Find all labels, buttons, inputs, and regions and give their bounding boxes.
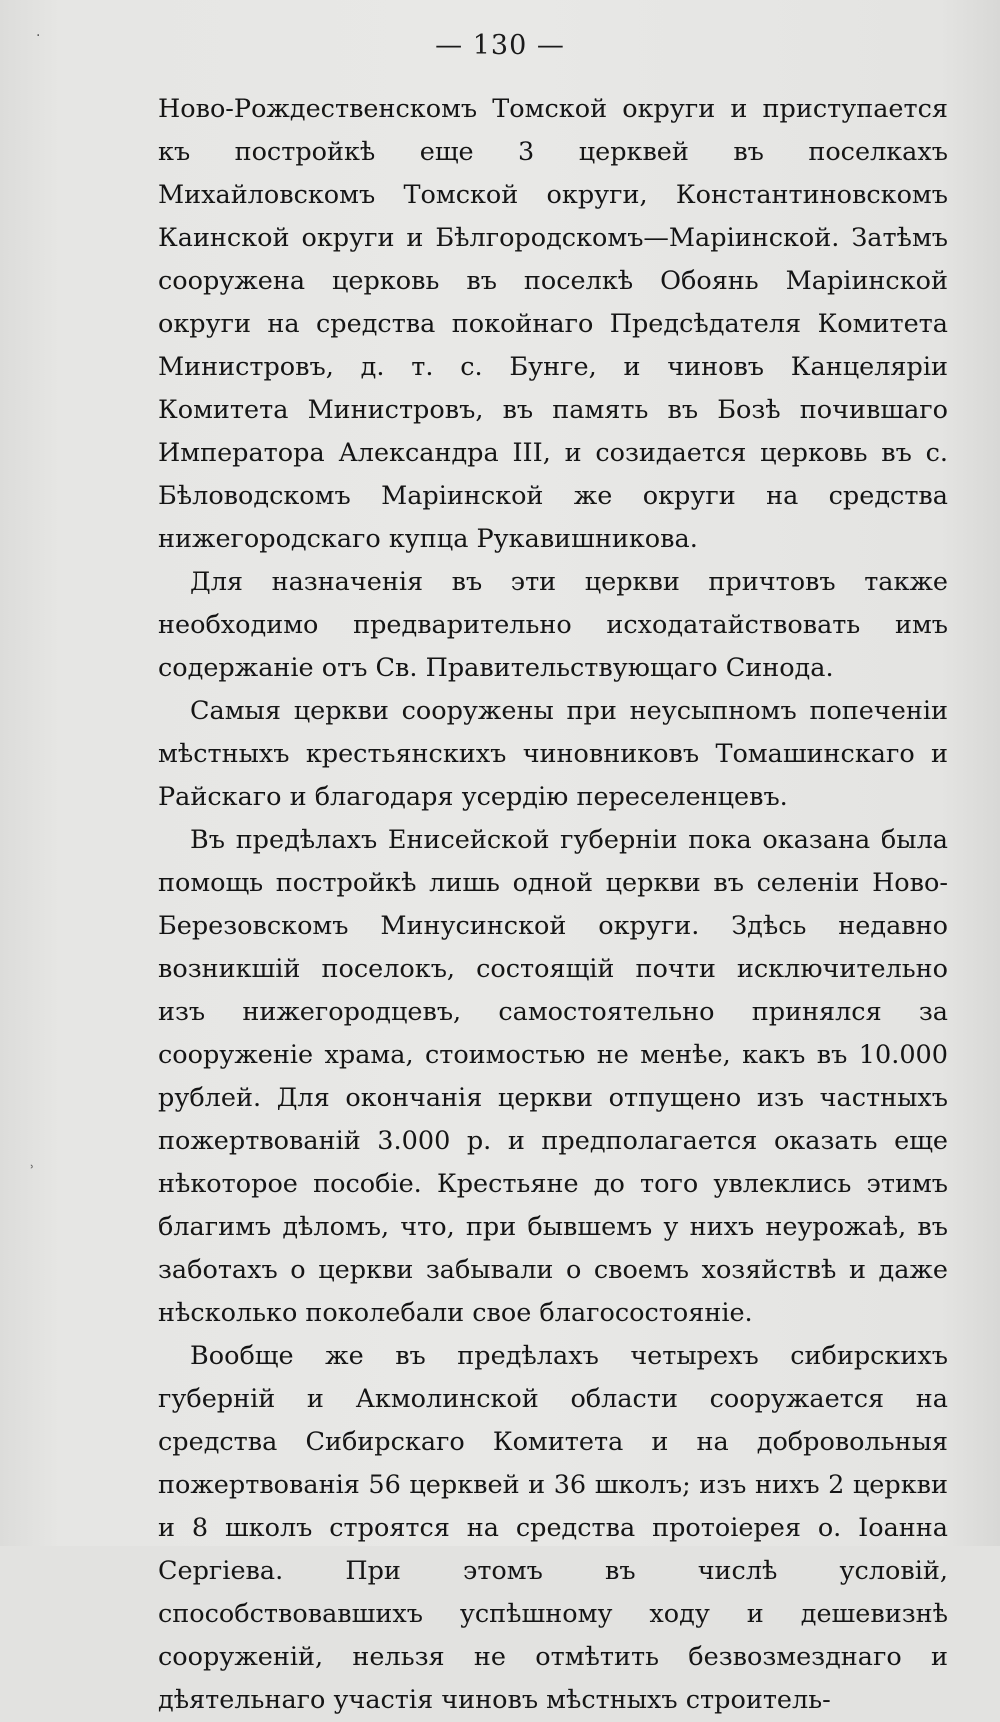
body-text: [158, 88, 948, 1722]
print-speck: ˒: [30, 1160, 35, 1176]
paragraph-3: Самыя церкви сооружены при неусыпномъ попеченіи мѣстныхъ крестьянскихъ чиновниковъ Томашинскаго и Райскаго и благодаря усердію переселенцевъ.: [158, 696, 948, 812]
paragraph-1: Ново-Рождественскомъ Томской округи и приступается къ постройкѣ еще 3 церквей въ поселкахъ Михайловскомъ Томской округи, Константиновскомъ Каинской округи и Бѣлгородскомъ—Маріинской. Затѣмъ сооружена церковь въ поселкѣ Обоянь Маріинской округи на средства покойнаго Предсѣдателя Комитета Министровъ, д. т. с. Бунге, и чиновъ Канцеляріи Комитета Министровъ, въ память въ Бозѣ почившаго Императора Александра III, и созидается церковь въ с. Бѣловодскомъ Маріинской же округи на средства нижегородскаго купца Рукавишникова.: [158, 94, 948, 554]
page-number: — 130 —: [435, 30, 565, 61]
paragraph-5: Вообще же въ предѣлахъ четырехъ сибирскихъ губерній и Акмолинской области сооружается на средства Сибирскаго Комитета и на добровольныя пожертвованія 56 церквей и 36 школъ; изъ нихъ 2 церкви и 8 школъ строятся на средства протоіерея о. Іоанна Сергіева. При этомъ въ числѣ условій, способствовавшихъ успѣшному ходу и дешевизнѣ сооруженій, нельзя не отмѣтить безвозмезднаго и дѣятельнаго участія чиновъ мѣстныхъ строитель-: [158, 1341, 948, 1715]
paragraph-2: Для назначенія въ эти церкви причтовъ также необходимо предварительно исходатайствовать имъ содержаніе отъ Св. Правительствующаго Синода.: [158, 567, 948, 683]
paragraph-4: Въ предѣлахъ Енисейской губерніи пока оказана была помощь постройкѣ лишь одной церкви въ селеніи Ново-Березовскомъ Минусинской округи. Здѣсь недавно возникшій поселокъ, состоящій почти исключительно изъ нижегородцевъ, самостоятельно принялся за сооруженіе храма, стоимостью не менѣе, какъ въ 10.000 рублей. Для окончанія церкви отпущено изъ частныхъ пожертвованій 3.000 р. и предполагается оказать еще нѣкоторое пособіе. Крестьяне до того увлеклись этимъ благимъ дѣломъ, что, при бывшемъ у нихъ неурожаѣ, въ заботахъ о церкви забывали о своемъ хозяйствѣ и даже нѣсколько поколебали свое благосостояніе.: [158, 825, 948, 1328]
print-speck: ·: [36, 28, 41, 44]
